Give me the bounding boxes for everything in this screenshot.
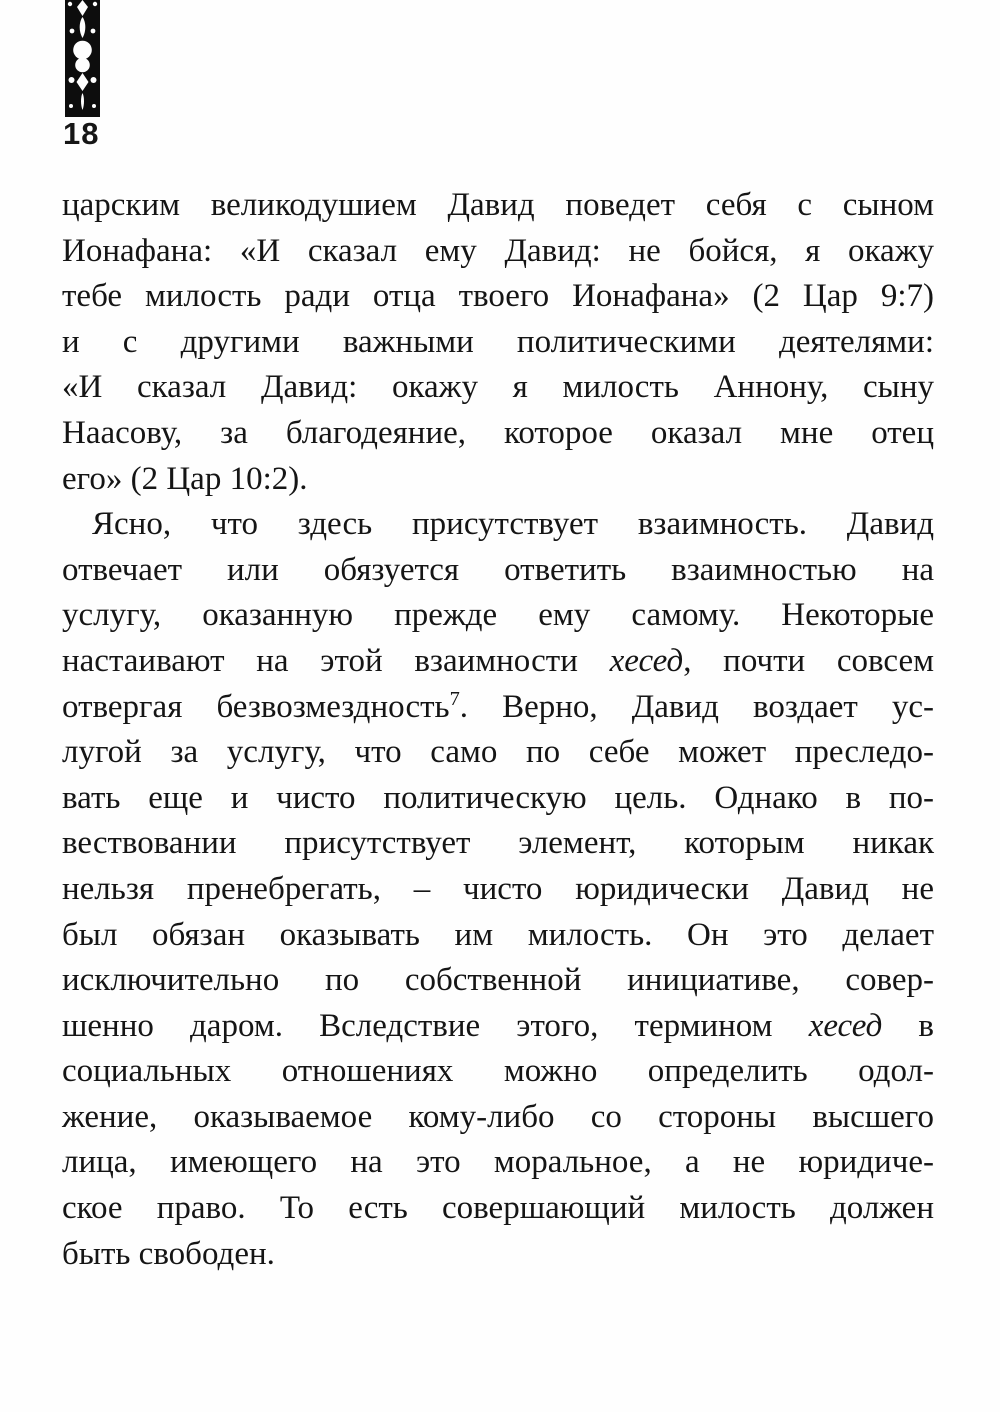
paragraph [62, 502, 934, 1277]
text-line: Наасову, за благодеяние, которое оказал мне отец [62, 414, 934, 451]
text-line: и с другими важными политическими деятелями: [62, 323, 934, 360]
body-text [62, 183, 934, 1277]
text-line: вать еще и чисто политическую цель. Однако в по- [62, 779, 934, 816]
paragraph [62, 183, 934, 502]
page-number: 18 [63, 116, 100, 151]
text-line: был обязан оказывать им милость. Он это делает [62, 916, 934, 953]
text-line: услугу, оказанную прежде ему самому. Некоторые [62, 597, 934, 634]
text-line: лица, имеющего на это моральное, а не юридиче- [62, 1144, 934, 1181]
text-line: жение, оказываемое кому-либо со стороны высшего [62, 1098, 934, 1135]
text-line: быть свободен. [62, 1235, 275, 1272]
text-line: «И сказал Давид: окажу я милость Аннону, сыну [62, 369, 934, 406]
text-line: нельзя пренебрегать, – чисто юридически Давид не [62, 870, 934, 907]
text-line: шенно даром. Вследствие этого, термином хесед в [62, 1007, 934, 1044]
text-line: лугой за услугу, что само по себе может преследо- [62, 734, 934, 771]
text-line: его» (2 Цар 10:2). [62, 460, 308, 497]
text-line: тебе милость ради отца твоего Ионафана» (2 Цар 9:7) [62, 278, 934, 315]
text-line: вествовании присутствует элемент, которым никак [62, 825, 934, 862]
text-line: социальных отношениях можно определить одол- [62, 1053, 934, 1090]
text-line: отвечает или обязуется ответить взаимностью на [62, 551, 934, 588]
text-line: отвергая безвозмездность$^7$. Верно, Давид воздает ус- [62, 687, 934, 725]
floral-ornament-icon [65, 0, 100, 117]
text-line: настаивают на этой взаимности хесед, почти совсем [62, 642, 935, 679]
text-line: Ясно, что здесь присутствует взаимность. Давид [92, 506, 934, 543]
text-line: Ионафана: «И сказал ему Давид: не бойся, я окажу [62, 232, 934, 269]
text-line: исключительно по собственной инициативе, совер- [62, 962, 934, 999]
text-line: ское право. То есть совершающий милость должен [62, 1190, 934, 1227]
text-line: царским великодушием Давид поведет себя с сыном [62, 187, 934, 223]
